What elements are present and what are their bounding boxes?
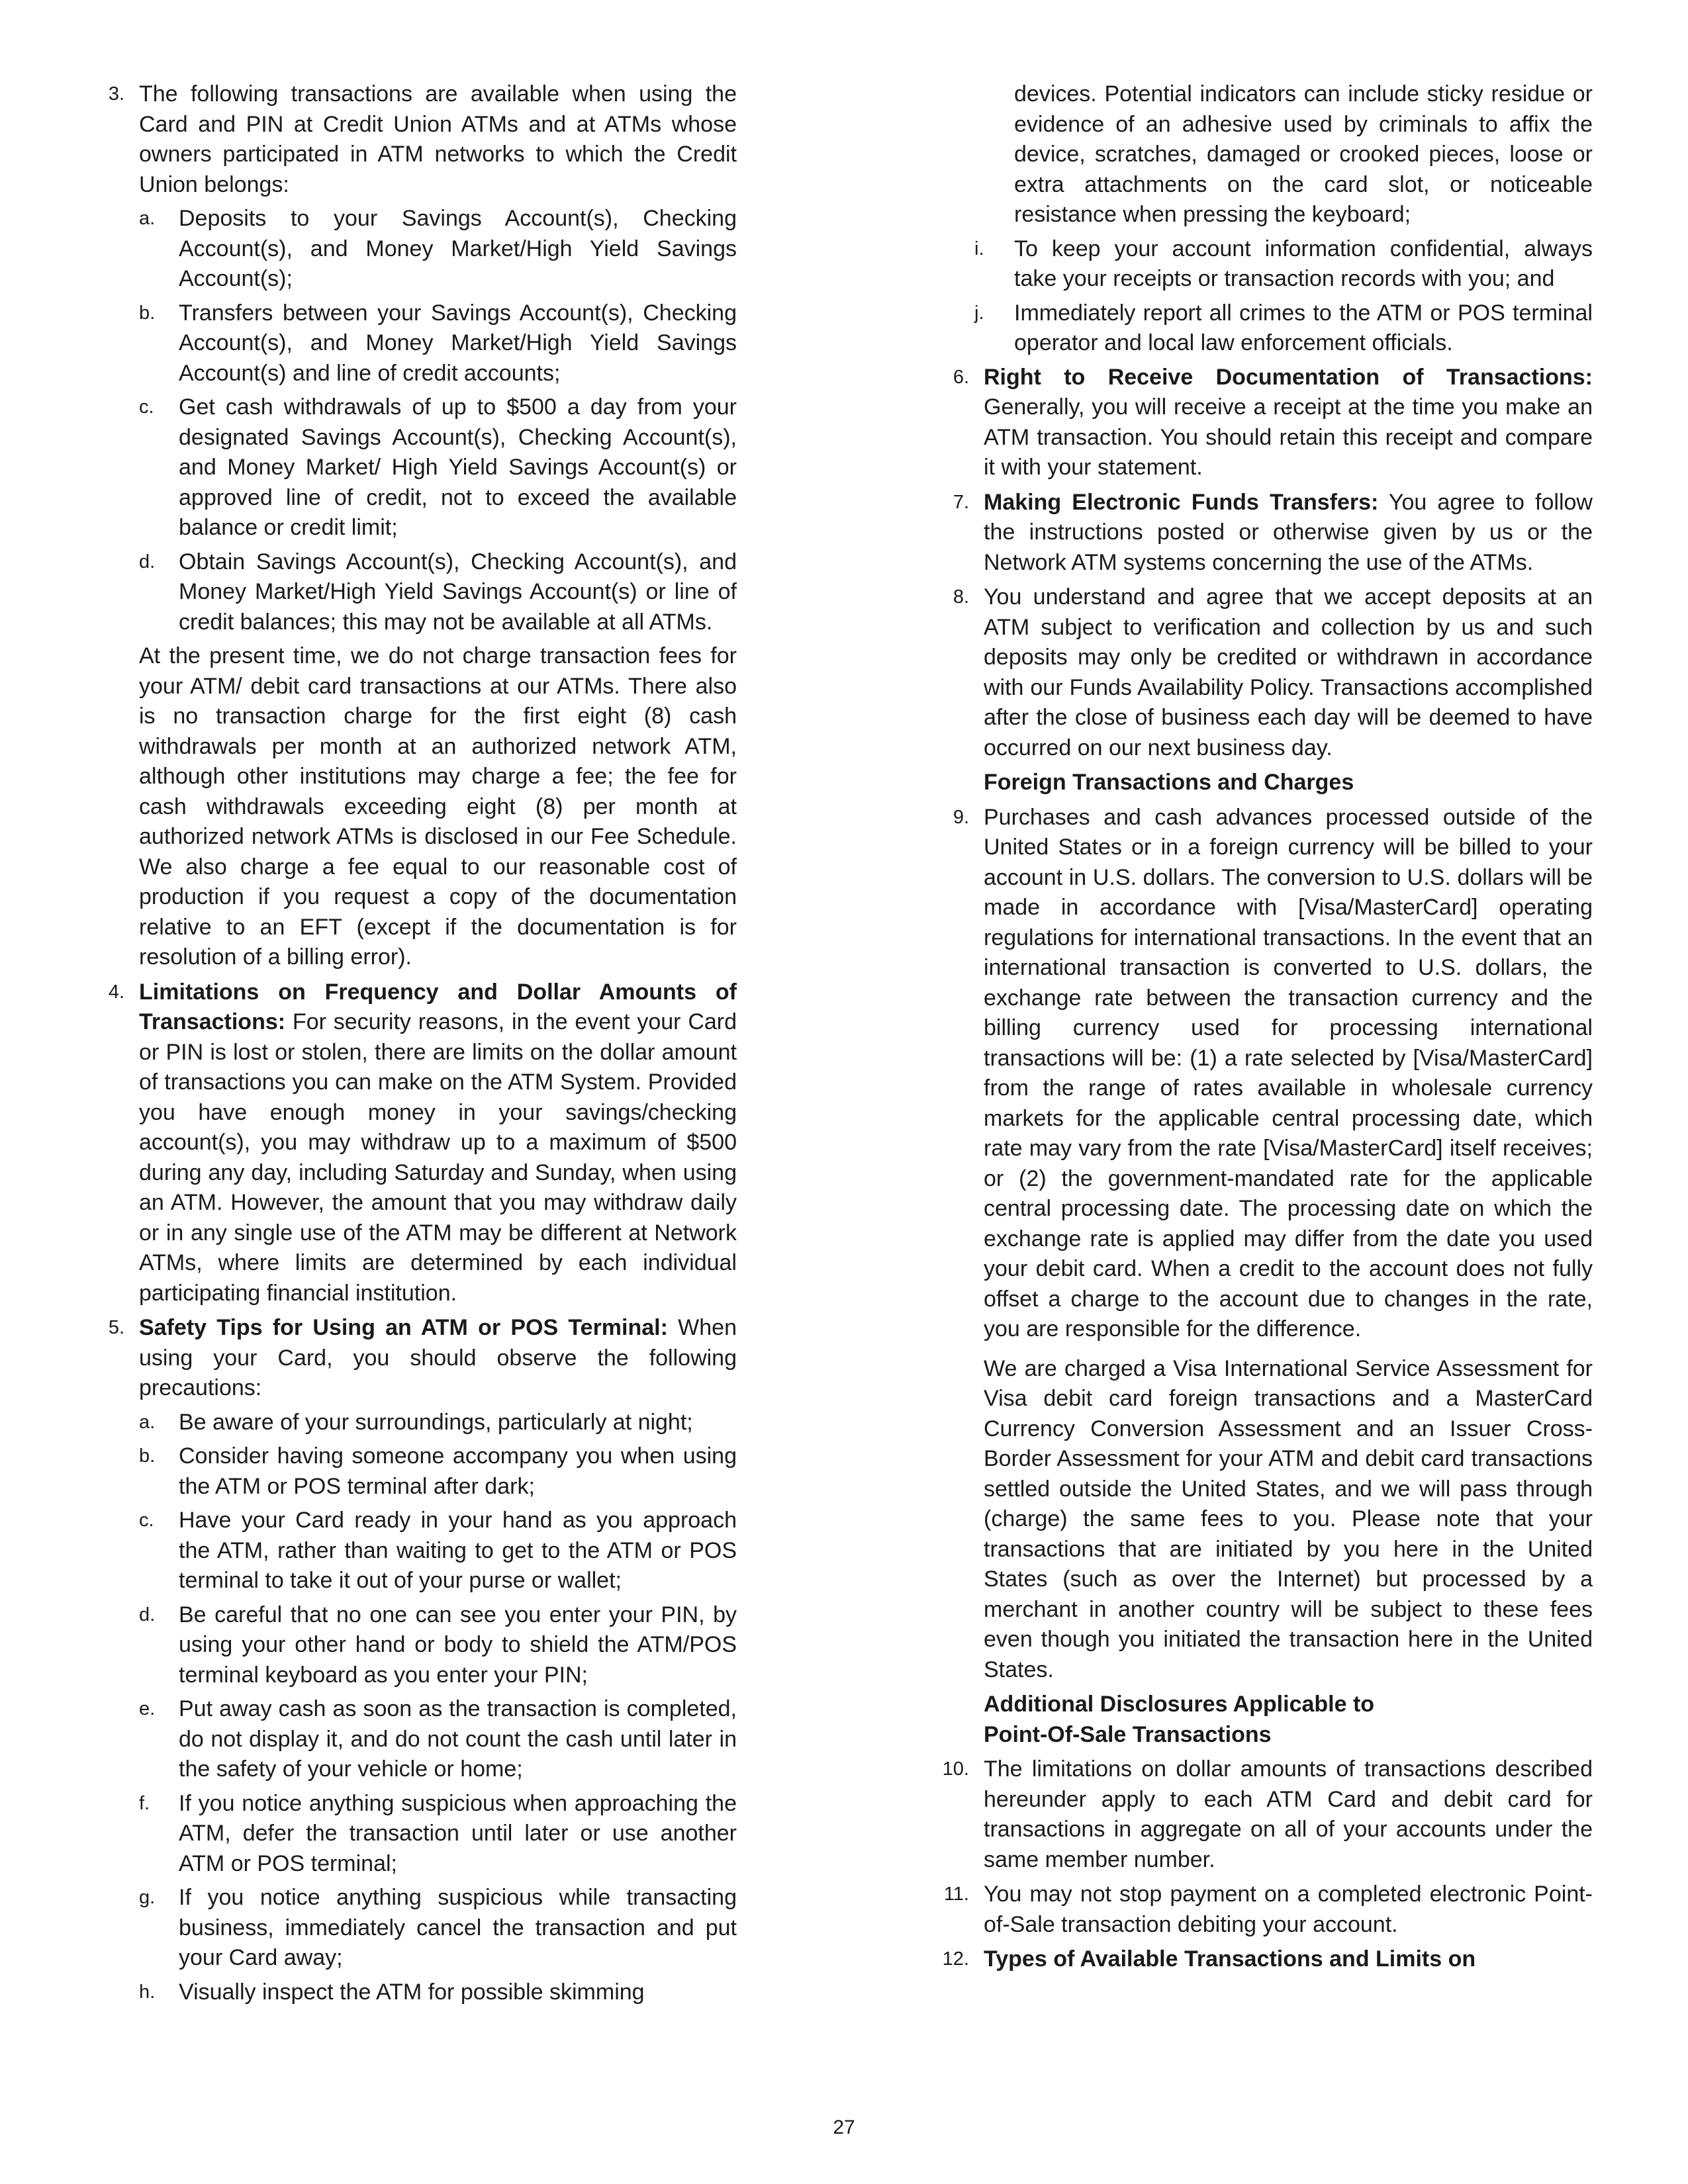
sub-text: Have your Card ready in your hand as you approach the ATM, rather than waiting to get to the ATM or POS terminal to take it out of your purse or wallet; xyxy=(179,1508,737,1593)
sub-letter: h. xyxy=(139,1981,156,2003)
section-heading-pos-line1: Additional Disclosures Applicable to xyxy=(984,1692,1375,1717)
sub-letter: c. xyxy=(139,396,154,418)
item-number: 7. xyxy=(953,491,969,513)
item-number: 12. xyxy=(942,1948,969,1970)
sub-item-a xyxy=(139,1408,737,1438)
sub-item-f xyxy=(139,1789,737,1880)
section-heading-pos-line2: Point-Of-Sale Transactions xyxy=(984,1721,1272,1747)
sub-letter: g. xyxy=(139,1887,156,1908)
sub-letter: a. xyxy=(139,208,156,229)
sub-letter: c. xyxy=(139,1510,154,1531)
item-intro: The following transactions are available when using the Card and PIN at Credit Union ATMs and at ATMs whose owners participated in ATM networks to which the Credit Union belongs: xyxy=(139,81,737,197)
sub-letter: a. xyxy=(139,1411,156,1433)
sub-text: If you notice anything suspicious when approaching the ATM, defer the transaction until later or use another ATM or POS terminal; xyxy=(179,1790,737,1876)
section-heading-foreign: Foreign Transactions and Charges xyxy=(984,770,1354,795)
item-body xyxy=(139,978,737,1309)
sub-item-g xyxy=(139,1883,737,1974)
item-number: 6. xyxy=(953,366,969,388)
list-item-10 xyxy=(936,1754,1593,1875)
sub-text: Get cash withdrawals of up to $500 a day from your designated Savings Account(s), Checking Account(s), and Money Market/ High Yield Savings Account(s) or approved line of credit, not to exceed the available balance or credit limit; xyxy=(179,394,737,540)
item-body xyxy=(139,1313,737,1404)
list-item-8 xyxy=(936,582,1593,763)
list-item-12 xyxy=(936,1944,1593,1975)
sub-letter: d. xyxy=(139,1604,156,1625)
item-number: 8. xyxy=(953,586,969,608)
sub-text: Obtain Savings Account(s), Checking Account(s), and Money Market/High Yield Savings Account(s) or line of credit balances; this may not be available at all ATMs. xyxy=(179,549,737,635)
list-item-5 xyxy=(91,1313,737,2007)
item-title: Limitations on Frequency and Dollar Amounts of Transactions: xyxy=(139,979,737,1034)
sub-letter: e. xyxy=(139,1698,156,1719)
item-text: When using your Card, you should observe the following precautions: xyxy=(139,1315,737,1400)
sub-letter: f. xyxy=(139,1792,150,1814)
fee-note: At the present time, we do not charge transaction fees for your ATM/ debit card transactions at our ATMs. There also is no transaction charge for the first eight (8) cash withdrawals per month at an authorized network ATM, although other institutions may charge a fee; the fee for cash withdrawals exceeding eight (8) per month at authorized network ATMs is disclosed in our Fee Schedule. We also charge a fee equal to our reasonable cost of production if you request a copy of the documentation relative to an EFT (except if the documentation is for resolution of a billing error). xyxy=(139,643,737,970)
list-item-7 xyxy=(936,488,1593,578)
sub-text: Visually inspect the ATM for possible skimming xyxy=(179,1979,645,2005)
item-number: 3. xyxy=(108,83,124,105)
item-text: You understand and agree that we accept deposits at an ATM subject to verification and collection by us and such deposits may only be credited or withdrawn in accordance with our Funds Availability Policy. Transactions accomplished after the close of business each day will be deemed to have occurred on our next business day. xyxy=(984,584,1593,760)
sub-text: Consider having someone accompany you when using the ATM or POS terminal after dark; xyxy=(179,1443,737,1499)
sub-item-c xyxy=(139,1506,737,1596)
sub-item-h xyxy=(139,1978,737,2008)
list-item-3 xyxy=(91,79,737,973)
item-number: 9. xyxy=(953,806,969,828)
list-item-9 xyxy=(936,803,1593,1686)
sub-text: Transfers between your Savings Account(s), Checking Account(s), and Money Market/High Yield Savings Account(s) and line of credit accounts; xyxy=(179,300,737,386)
right-column xyxy=(936,79,1593,1979)
item-text: You agree to follow the instructions posted or otherwise given by us or the Network ATM systems concerning the use of the ATMs. xyxy=(984,489,1593,575)
sub-item-b xyxy=(139,1441,737,1502)
sub-letter: j. xyxy=(974,302,984,324)
sub-item-a xyxy=(139,204,737,295)
item-body xyxy=(984,1944,1593,1975)
item-title: Making Electronic Funds Transfers: xyxy=(984,489,1379,515)
sub-text: Be aware of your surroundings, particularly at night; xyxy=(179,1409,693,1435)
sub-text: Be careful that no one can see you enter your PIN, by using your other hand or body to shield the ATM/POS terminal keyboard as you enter your PIN; xyxy=(179,1602,737,1688)
sub-item-h-continued: devices. Potential indicators can include sticky residue or evidence of an adhesive used by criminals to affix the device, scratches, damaged or crooked pieces, loose or extra attachments on the card slot, or noticeable resistance when pressing the keyboard; xyxy=(1014,81,1593,227)
sub-item-d xyxy=(139,1600,737,1691)
sub-text: Deposits to your Savings Account(s), Checking Account(s), and Money Market/High Yield Savings Account(s); xyxy=(179,206,737,291)
sub-item-d xyxy=(139,547,737,638)
left-column xyxy=(91,79,737,2012)
sub-letter: b. xyxy=(139,1445,156,1467)
sub-item-i xyxy=(974,234,1593,295)
sub-item-j xyxy=(974,298,1593,359)
sub-letter: b. xyxy=(139,302,156,324)
sub-text: If you notice anything suspicious while transacting business, immediately cancel the transaction and put your Card away; xyxy=(179,1885,737,1970)
item-text: Generally, you will receive a receipt at the time you make an ATM transaction. You should retain this receipt and compare it with your statement. xyxy=(984,394,1593,480)
item-title: Right to Receive Documentation of Transactions: xyxy=(984,364,1593,390)
item-text: You may not stop payment on a completed electronic Point-of-Sale transaction debiting your account. xyxy=(984,1882,1593,1937)
sub-letter: d. xyxy=(139,551,156,572)
sub-text: Immediately report all crimes to the ATM or POS terminal operator and local law enforcement officials. xyxy=(1014,300,1593,355)
sub-letter: i. xyxy=(974,238,984,259)
list-item-4 xyxy=(91,978,737,1309)
item-text: Purchases and cash advances processed outside of the United States or in a foreign currency will be billed to your account in U.S. dollars. The conversion to U.S. dollars will be made in accordance with [Visa/MasterCard] operating regulations for international transactions. In the event that an international transaction is converted to U.S. dollars, the exchange rate between the transaction currency and the billing currency used for processing international transactions will be: (1) a rate selected by [Visa/MasterCard] from the range of rates available in wholesale currency markets for the applicable central processing date, which rate may vary from the rate [Visa/MasterCard] itself receives; or (2) the government-mandated rate for the applicable central processing date. The processing date on which the exchange rate is applied may differ from the date you used your debit card. When a credit to the account does not fully offset a charge to the account due to changes in the rate, you are responsible for the difference. xyxy=(984,804,1593,1342)
item-body xyxy=(984,488,1593,578)
list-item-6 xyxy=(936,363,1593,483)
sub-item-c xyxy=(139,392,737,543)
list-item-11 xyxy=(936,1880,1593,1940)
item-number: 11. xyxy=(943,1884,969,1905)
sub-text: Put away cash as soon as the transaction is completed, do not display it, and do not count the cash until later in the safety of your vehicle or home; xyxy=(179,1696,737,1782)
item-body xyxy=(984,363,1593,483)
sub-item-b xyxy=(139,298,737,389)
sub-item-e xyxy=(139,1694,737,1785)
item-text: For security reasons, in the event your Card or PIN is lost or stolen, there are limits on the dollar amount of transactions you can make on the ATM System. Provided you have enough money in your savings/checking account(s), you may withdraw up to a maximum of $500 during any day, including Saturday and Sunday, when using an ATM. However, the amount that you may withdraw daily or in any single use of the ATM may be different at Network ATMs, where limits are determined by each individual participating financial institution. xyxy=(139,1009,737,1306)
item-number: 10. xyxy=(942,1758,969,1780)
item-title: Safety Tips for Using an ATM or POS Terminal: xyxy=(139,1315,668,1340)
assessment-note: We are charged a Visa International Service Assessment for Visa debit card foreign transactions and a MasterCard Currency Conversion Assessment and an Issuer Cross-Border Assessment for your ATM and debit card transactions settled outside the United States, and we will pass through (charge) the same fees to you. Please note that your transactions that are initiated by you here in the United States (such as over the Internet) but processed by a merchant in another country will be subject to these fees even though you initiated the transaction here in the United States. xyxy=(984,1355,1593,1682)
item-title: Types of Available Transactions and Limits on xyxy=(984,1946,1476,1972)
item-number: 4. xyxy=(108,981,124,1003)
page-number: 27 xyxy=(833,2116,855,2138)
item-text: The limitations on dollar amounts of transactions described hereunder apply to each ATM Card and debit card for transactions in aggregate on all of your accounts under the same member number. xyxy=(984,1756,1593,1872)
sub-text: To keep your account information confidential, always take your receipts or transaction records with you; and xyxy=(1014,236,1593,291)
item-number: 5. xyxy=(108,1317,124,1338)
